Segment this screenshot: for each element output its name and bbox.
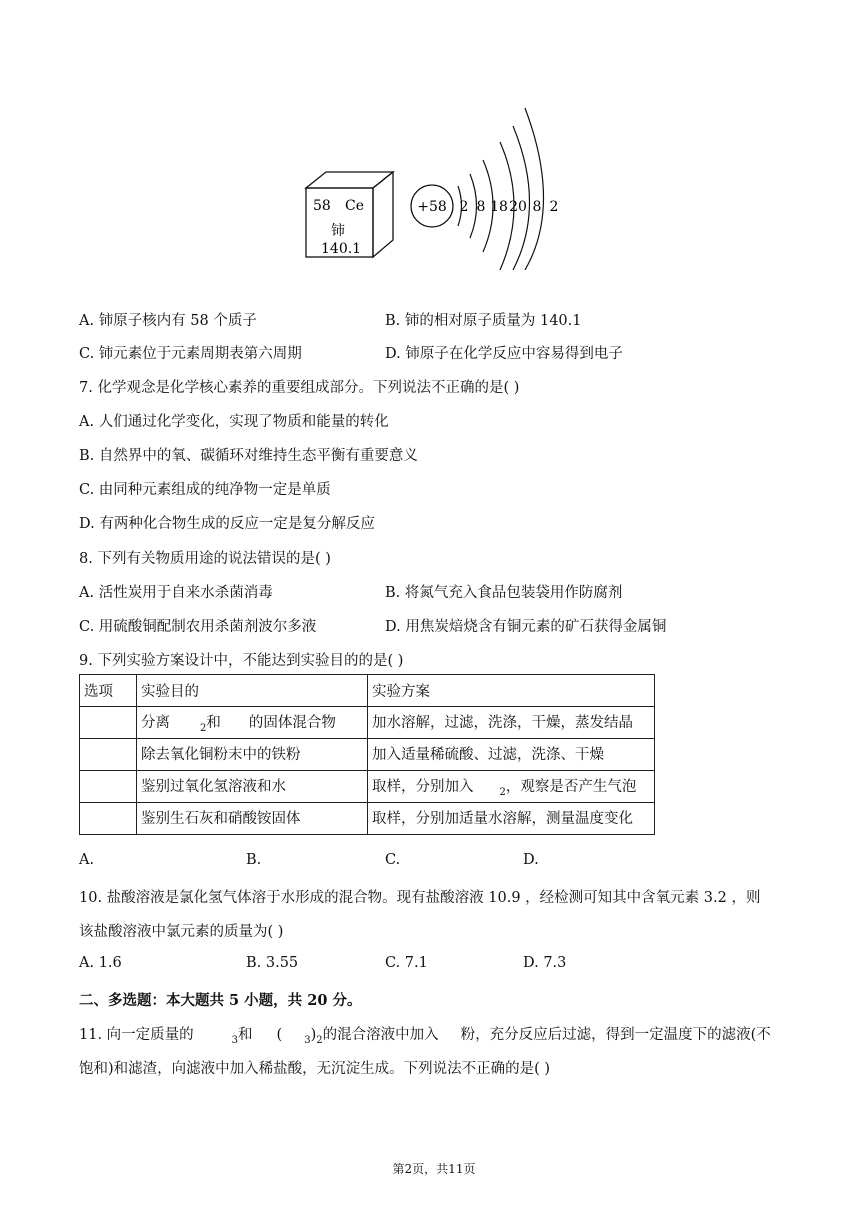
q6-option-b: B. 铈的相对原子质量为 140.1: [385, 313, 582, 329]
header-option: 选项: [80, 675, 137, 707]
q6-option-d: D. 铈原子在化学反应中容易得到电子: [385, 346, 623, 362]
row-option: [80, 739, 137, 771]
atomic-mass: 140.1: [321, 241, 362, 257]
cerium-atom-diagram: [300, 100, 580, 270]
table-row: [80, 803, 655, 835]
q11-line1: 11. 向一定质量的 $_3$和 ( $_3)_2$的混合溶液中加入 粉，充分反应后过滤，得到一定温度下的滤液(不: [79, 1027, 771, 1046]
q8-option-d: D. 用焦炭焙烧含有铜元素的矿石获得金属铜: [385, 619, 667, 635]
section-heading: 二、多选题：本大题共 5 小题，共 20 分。: [79, 992, 362, 1009]
shell-3-count: 18: [490, 199, 508, 215]
row-goal: 鉴别过氧化氢溶液和水: [137, 771, 368, 803]
row-option: [80, 771, 137, 803]
shell-5-count: 8: [532, 199, 542, 215]
row-plan: 取样，分别加入 $_2$，观察是否产生气泡: [368, 771, 655, 803]
row-goal: 分离 $_2$和 的固体混合物: [137, 707, 368, 739]
table-row: [80, 707, 655, 739]
nucleus-charge: +58: [417, 199, 447, 215]
atomic-number: 58: [313, 198, 331, 214]
q6-option-c: C. 铈元素位于元素周期表第六周期: [79, 346, 302, 362]
q9-option-b: B.: [246, 852, 262, 868]
q10-option-b: B. 3.55: [246, 955, 299, 971]
page-footer: 第2页，共11页: [392, 1162, 476, 1176]
row-option: [80, 803, 137, 835]
q8-option-b: B. 将氮气充入食品包装袋用作防腐剂: [385, 585, 623, 601]
q9-stem: 9. 下列实验方案设计中，不能达到实验目的的是( ): [79, 653, 404, 669]
table-row: [80, 771, 655, 803]
q9-option-a: A.: [79, 852, 95, 868]
row-goal: 除去氧化铜粉末中的铁粉: [137, 739, 368, 771]
q7-stem: 7. 化学观念是化学核心素养的重要组成部分。下列说法不正确的是( ): [79, 380, 520, 396]
q6-option-a: A. 铈原子核内有 58 个质子: [79, 313, 257, 329]
q10-option-d: D. 7.3: [523, 955, 567, 971]
q10-option-c: C. 7.1: [385, 955, 428, 971]
q7-option-a: A. 人们通过化学变化，实现了物质和能量的转化: [79, 414, 389, 430]
q8-option-c: C. 用硫酸铜配制农用杀菌剂波尔多液: [79, 619, 317, 635]
q8-option-a: A. 活性炭用于自来水杀菌消毒: [79, 585, 273, 601]
header-goal: 实验目的: [137, 675, 368, 707]
q11-line2: 饱和)和滤渣，向滤液中加入稀盐酸，无沉淀生成。下列说法不正确的是( ): [79, 1061, 551, 1077]
q8-stem: 8. 下列有关物质用途的说法错误的是( ): [79, 551, 331, 567]
q10-line1: 10. 盐酸溶液是氯化氢气体溶于水形成的混合物。现有盐酸溶液 10.9 ，经检测可知其中含氧元素 3.2 ，则: [79, 890, 761, 906]
shell-6-count: 2: [549, 199, 559, 215]
q7-option-c: C. 由同种元素组成的纯净物一定是单质: [79, 482, 331, 498]
q9-option-c: C.: [385, 852, 401, 868]
element-symbol: Ce: [345, 198, 364, 214]
header-plan: 实验方案: [368, 675, 655, 707]
row-goal: 鉴别生石灰和硝酸铵固体: [137, 803, 368, 835]
cerium-figure: [300, 100, 580, 270]
table-header-row: [80, 675, 655, 707]
shell-1-count: 2: [459, 199, 469, 215]
q9-option-d: D.: [523, 852, 539, 868]
element-name: 铈: [331, 223, 345, 239]
shell-2-count: 8: [476, 199, 486, 215]
row-option: [80, 707, 137, 739]
q10-option-a: A. 1.6: [79, 955, 122, 971]
q7-option-b: B. 自然界中的氧、碳循环对维持生态平衡有重要意义: [79, 448, 418, 464]
q9-table: [79, 674, 655, 835]
q10-line2: 该盐酸溶液中氯元素的质量为( ): [79, 924, 284, 940]
q7-option-d: D. 有两种化合物生成的反应一定是复分解反应: [79, 516, 375, 532]
row-plan: 加水溶解，过滤，洗涤，干燥，蒸发结晶: [368, 707, 655, 739]
row-plan: 取样，分别加适量水溶解，测量温度变化: [368, 803, 655, 835]
row-plan: 加入适量稀硫酸、过滤，洗涤、干燥: [368, 739, 655, 771]
table-row: [80, 739, 655, 771]
shell-4-count: 20: [509, 199, 527, 215]
